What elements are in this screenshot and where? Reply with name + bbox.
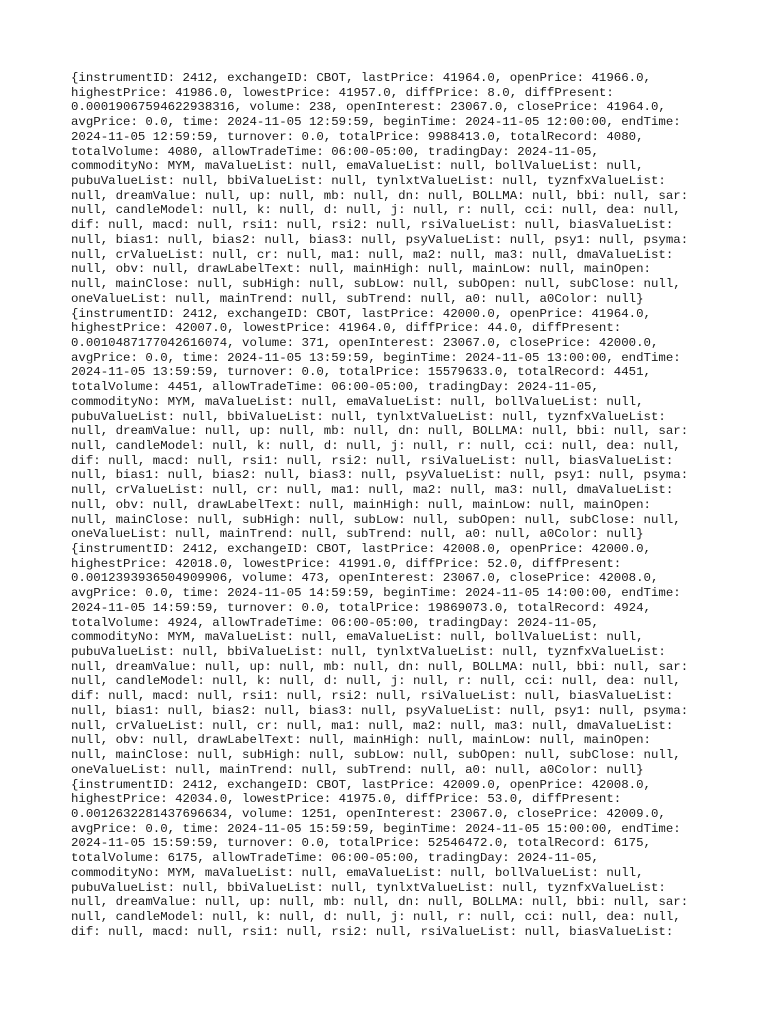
- text-line: totalVolume: 6175, allowTradeTime: 06:00-05:00, tradingDay: 2024-11-05,: [71, 851, 599, 866]
- text-line: totalVolume: 4924, allowTradeTime: 06:00-05:00, tradingDay: 2024-11-05,: [71, 615, 599, 630]
- text-line: null, crValueList: null, cr: null, ma1: null, ma2: null, ma3: null, dmaValueList:: [71, 247, 674, 262]
- text-line: null, crValueList: null, cr: null, ma1: null, ma2: null, ma3: null, dmaValueList:: [71, 483, 674, 498]
- text-line: 2024-11-05 14:59:59, turnover: 0.0, totalPrice: 19869073.0, totalRecord: 4924,: [71, 600, 651, 615]
- text-line: null, dreamValue: null, up: null, mb: null, dn: null, BOLLMA: null, bbi: null, sar:: [71, 659, 689, 674]
- text-line: dif: null, macd: null, rsi1: null, rsi2: null, rsiValueList: null, biasValueList:: [71, 218, 674, 233]
- text-line: null, crValueList: null, cr: null, ma1: null, ma2: null, ma3: null, dmaValueList:: [71, 718, 674, 733]
- text-line: null, obv: null, drawLabelText: null, mainHigh: null, mainLow: null, mainOpen:: [71, 497, 651, 512]
- text-line: commodityNo: MYM, maValueList: null, emaValueList: null, bollValueList: null,: [71, 865, 644, 880]
- text-line: {instrumentID: 2412, exchangeID: CBOT, lastPrice: 42008.0, openPrice: 42000.0,: [71, 542, 651, 556]
- text-line: dif: null, macd: null, rsi1: null, rsi2: null, rsiValueList: null, biasValueList:: [71, 689, 674, 704]
- text-line: totalVolume: 4080, allowTradeTime: 06:00-05:00, tradingDay: 2024-11-05,: [71, 144, 599, 159]
- text-line: 0.0012632281437696634, volume: 1251, openInterest: 23067.0, closePrice: 42009.0,: [71, 806, 666, 821]
- text-line: pubuValueList: null, bbiValueList: null, tynlxtValueList: null, tyznfxValueList:: [71, 645, 666, 660]
- text-line: commodityNo: MYM, maValueList: null, emaValueList: null, bollValueList: null,: [71, 394, 644, 409]
- text-line: pubuValueList: null, bbiValueList: null, tynlxtValueList: null, tyznfxValueList:: [71, 880, 666, 895]
- text-line: dif: null, macd: null, rsi1: null, rsi2: null, rsiValueList: null, biasValueList:: [71, 453, 674, 468]
- text-line: null, dreamValue: null, up: null, mb: null, dn: null, BOLLMA: null, bbi: null, sar:: [71, 424, 689, 439]
- text-line: commodityNo: MYM, maValueList: null, emaValueList: null, bollValueList: null,: [71, 159, 644, 174]
- text-line: {instrumentID: 2412, exchangeID: CBOT, lastPrice: 41964.0, openPrice: 41966.0,: [71, 71, 651, 85]
- text-line: avgPrice: 0.0, time: 2024-11-05 14:59:59, beginTime: 2024-11-05 14:00:00, endTime:: [71, 586, 681, 601]
- text-line: null, bias1: null, bias2: null, bias3: null, psyValueList: null, psy1: null, psyma:: [71, 468, 689, 483]
- text-line: avgPrice: 0.0, time: 2024-11-05 13:59:59, beginTime: 2024-11-05 13:00:00, endTime:: [71, 350, 681, 365]
- text-line: null, dreamValue: null, up: null, mb: null, dn: null, BOLLMA: null, bbi: null, sar:: [71, 188, 689, 203]
- text-line: null, mainClose: null, subHigh: null, subLow: null, subOpen: null, subClose: null,: [71, 277, 681, 292]
- text-line: {instrumentID: 2412, exchangeID: CBOT, lastPrice: 42000.0, openPrice: 41964.0,: [71, 306, 651, 321]
- text-line: pubuValueList: null, bbiValueList: null, tynlxtValueList: null, tyznfxValueList:: [71, 174, 666, 189]
- text-line: null, candleModel: null, k: null, d: null, j: null, r: null, cci: null, dea: null,: [71, 438, 681, 453]
- text-line: null, obv: null, drawLabelText: null, mainHigh: null, mainLow: null, mainOpen:: [71, 733, 651, 748]
- text-line: commodityNo: MYM, maValueList: null, emaValueList: null, bollValueList: null,: [71, 630, 644, 645]
- text-line: oneValueList: null, mainTrend: null, subTrend: null, a0: null, a0Color: null}: [71, 762, 644, 777]
- text-line: null, obv: null, drawLabelText: null, mainHigh: null, mainLow: null, mainOpen:: [71, 262, 651, 277]
- text-line: avgPrice: 0.0, time: 2024-11-05 15:59:59, beginTime: 2024-11-05 15:00:00, endTime:: [71, 821, 681, 836]
- text-line: null, candleModel: null, k: null, d: null, j: null, r: null, cci: null, dea: null,: [71, 203, 681, 218]
- text-line: highestPrice: 41986.0, lowestPrice: 41957.0, diffPrice: 8.0, diffPresent:: [71, 85, 614, 100]
- text-line: 2024-11-05 15:59:59, turnover: 0.0, totalPrice: 52546472.0, totalRecord: 6175,: [71, 836, 651, 851]
- text-line: null, bias1: null, bias2: null, bias3: null, psyValueList: null, psy1: null, psyma:: [71, 703, 689, 718]
- text-line: avgPrice: 0.0, time: 2024-11-05 12:59:59, beginTime: 2024-11-05 12:00:00, endTime:: [71, 115, 681, 130]
- text-line: 2024-11-05 12:59:59, turnover: 0.0, totalPrice: 9988413.0, totalRecord: 4080,: [71, 129, 644, 144]
- text-line: null, candleModel: null, k: null, d: null, j: null, r: null, cci: null, dea: null,: [71, 909, 681, 924]
- text-line: null, mainClose: null, subHigh: null, subLow: null, subOpen: null, subClose: null,: [71, 748, 681, 763]
- text-line: pubuValueList: null, bbiValueList: null, tynlxtValueList: null, tyznfxValueList:: [71, 409, 666, 424]
- text-line: 0.0010487177042616074, volume: 371, openInterest: 23067.0, closePrice: 42000.0,: [71, 335, 659, 350]
- text-line: oneValueList: null, mainTrend: null, subTrend: null, a0: null, a0Color: null}: [71, 527, 644, 542]
- text-line: 2024-11-05 13:59:59, turnover: 0.0, totalPrice: 15579633.0, totalRecord: 4451,: [71, 365, 651, 380]
- text-line: highestPrice: 42034.0, lowestPrice: 41975.0, diffPrice: 53.0, diffPresent:: [71, 792, 622, 807]
- text-line: null, dreamValue: null, up: null, mb: null, dn: null, BOLLMA: null, bbi: null, sar:: [71, 895, 689, 910]
- text-line: totalVolume: 4451, allowTradeTime: 06:00-05:00, tradingDay: 2024-11-05,: [71, 380, 599, 395]
- text-line: oneValueList: null, mainTrend: null, subTrend: null, a0: null, a0Color: null}: [71, 291, 644, 306]
- text-line: null, bias1: null, bias2: null, bias3: null, psyValueList: null, psy1: null, psyma:: [71, 232, 689, 247]
- document-body: [71, 71, 701, 939]
- text-line: null, candleModel: null, k: null, d: null, j: null, r: null, cci: null, dea: null,: [71, 674, 681, 689]
- text-line: 0.00019067594622938316, volume: 238, openInterest: 23067.0, closePrice: 41964.0,: [71, 100, 666, 115]
- text-line: highestPrice: 42018.0, lowestPrice: 41991.0, diffPrice: 52.0, diffPresent:: [71, 556, 622, 571]
- text-line: 0.0012393936504909906, volume: 473, openInterest: 23067.0, closePrice: 42008.0,: [71, 571, 659, 586]
- text-line: {instrumentID: 2412, exchangeID: CBOT, lastPrice: 42009.0, openPrice: 42008.0,: [71, 777, 651, 792]
- text-line: dif: null, macd: null, rsi1: null, rsi2: null, rsiValueList: null, biasValueList:: [71, 924, 674, 939]
- text-line: highestPrice: 42007.0, lowestPrice: 41964.0, diffPrice: 44.0, diffPresent:: [71, 321, 622, 336]
- text-line: null, mainClose: null, subHigh: null, subLow: null, subOpen: null, subClose: null,: [71, 512, 681, 527]
